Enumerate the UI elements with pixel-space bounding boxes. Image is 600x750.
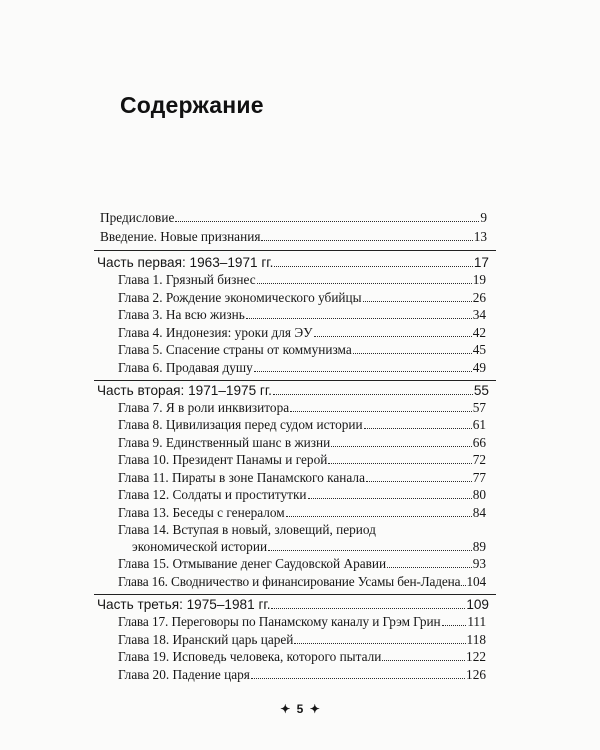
- part-title: Часть вторая: 1971–1975 гг.: [97, 383, 272, 398]
- toc-page-number: 34: [472, 307, 486, 322]
- toc-page-number: 17: [473, 255, 489, 270]
- chapter-title: Глава 7. Я в роли инквизитора: [118, 400, 290, 415]
- toc-page-number: 109: [466, 597, 489, 612]
- dot-leader: [442, 613, 467, 626]
- chapter-title: Глава 9. Единственный шанс в жизни: [118, 435, 331, 450]
- dot-leader: [175, 209, 479, 222]
- toc-page-number: 104: [466, 574, 486, 589]
- toc-page-number: 122: [466, 649, 486, 664]
- dot-leader: [246, 306, 472, 319]
- chapter-title: Глава 20. Падение царя: [118, 667, 250, 682]
- chapter-title: Глава 16. Сводничество и финансирование Усамы бен-Ладена: [118, 574, 461, 589]
- dot-leader: [461, 573, 465, 586]
- toc-page-number: 93: [472, 556, 486, 571]
- toc-chapter[interactable]: [118, 306, 486, 323]
- toc-page-number: 80: [472, 487, 486, 502]
- section-divider: [94, 380, 496, 381]
- dot-leader: [261, 228, 472, 241]
- toc-chapter-title-line[interactable]: Глава 14. Вступая в новый, зловещий, период: [118, 522, 376, 537]
- toc-page-number: 19: [472, 272, 486, 287]
- dot-leader: [273, 382, 473, 395]
- ornament-icon: ✦: [309, 702, 320, 716]
- dot-leader: [294, 631, 465, 644]
- toc-chapter[interactable]: [118, 504, 486, 521]
- toc-part-heading[interactable]: [97, 254, 489, 271]
- dot-leader: [363, 289, 472, 302]
- toc-chapter[interactable]: [118, 648, 486, 665]
- toc-chapter[interactable]: [118, 289, 486, 306]
- chapter-title: Глава 3. На всю жизнь: [118, 307, 245, 322]
- toc-page-number: 45: [472, 342, 486, 357]
- chapter-title: Глава 13. Беседы с генералом: [118, 505, 285, 520]
- dot-leader: [286, 504, 472, 517]
- toc-chapter[interactable]: [118, 538, 486, 555]
- chapter-title: Глава 11. Пираты в зоне Панамского канала: [118, 470, 365, 485]
- dot-leader: [290, 399, 472, 412]
- toc-chapter[interactable]: [118, 451, 486, 468]
- toc-page-number: 42: [472, 325, 486, 340]
- toc-chapter[interactable]: [118, 666, 486, 683]
- dot-leader: [364, 416, 472, 429]
- toc-part-heading[interactable]: [97, 382, 489, 399]
- dot-leader: [331, 434, 471, 447]
- chapter-title: Глава 19. Исповедь человека, которого пытали: [118, 649, 382, 664]
- toc-chapter[interactable]: [118, 613, 486, 630]
- dot-leader: [353, 341, 472, 354]
- toc-chapter[interactable]: [118, 271, 486, 288]
- toc-chapter[interactable]: [118, 486, 486, 503]
- toc-chapter[interactable]: [118, 324, 486, 341]
- chapter-title: Глава 1. Грязный бизнес: [118, 272, 256, 287]
- dot-leader: [308, 486, 472, 499]
- toc-page-number: 26: [472, 290, 486, 305]
- ornament-icon: ✦: [280, 702, 291, 716]
- dot-leader: [271, 596, 465, 609]
- toc-chapter[interactable]: [118, 341, 486, 358]
- chapter-title: Глава 18. Иранский царь царей: [118, 632, 294, 647]
- toc-part-heading[interactable]: [97, 596, 489, 613]
- part-title: Часть третья: 1975–1981 гг.: [97, 597, 271, 612]
- chapter-title: Глава 8. Цивилизация перед судом истории: [118, 417, 363, 432]
- section-divider: [94, 250, 496, 251]
- toc-page-number: 13: [473, 229, 487, 244]
- toc-chapter[interactable]: [118, 359, 486, 376]
- toc-page-number: 126: [466, 667, 486, 682]
- chapter-title: Глава 12. Солдаты и проститутки: [118, 487, 307, 502]
- dot-leader: [268, 538, 472, 551]
- chapter-title: Глава 5. Спасение страны от коммунизма: [118, 342, 352, 357]
- toc-page-number: 66: [472, 435, 486, 450]
- page-footer: [0, 702, 600, 716]
- chapter-title: Глава 6. Продавая душу: [118, 360, 253, 375]
- dot-leader: [254, 359, 472, 372]
- toc-page-number: 84: [472, 505, 486, 520]
- section-divider: [94, 594, 496, 595]
- chapter-title: Глава 10. Президент Панамы и герой: [118, 452, 328, 467]
- dot-leader: [274, 254, 472, 267]
- chapter-title: Глава 4. Индонезия: уроки для ЭУ: [118, 325, 313, 340]
- dot-leader: [382, 648, 465, 661]
- toc-page-number: 72: [472, 452, 486, 467]
- toc-page-number: 57: [472, 400, 486, 415]
- dot-leader: [251, 666, 465, 679]
- toc-entry-title: Введение. Новые признания: [100, 229, 261, 244]
- toc-page-number: 49: [472, 360, 486, 375]
- toc-entry[interactable]: [100, 228, 487, 245]
- toc-page-number: 111: [467, 614, 486, 629]
- chapter-title: Глава 17. Переговоры по Панамскому каналу и Грэм Грин: [118, 614, 441, 629]
- toc-chapter[interactable]: [118, 434, 486, 451]
- toc-chapter[interactable]: [118, 416, 486, 433]
- toc-chapter[interactable]: [118, 469, 486, 486]
- dot-leader: [257, 271, 472, 284]
- toc-page-number: 9: [480, 210, 487, 225]
- part-title: Часть первая: 1963–1971 гг.: [97, 255, 274, 270]
- dot-leader: [387, 555, 472, 568]
- toc-chapter[interactable]: [118, 631, 486, 648]
- chapter-title: Глава 2. Рождение экономического убийцы: [118, 290, 362, 305]
- page-number: 5: [296, 702, 304, 716]
- toc-page-number: 77: [472, 470, 486, 485]
- toc-chapter[interactable]: [118, 573, 486, 590]
- toc-page-number: 61: [472, 417, 486, 432]
- toc-page-number: 118: [466, 632, 486, 647]
- toc-chapter[interactable]: [118, 555, 486, 572]
- toc-entry[interactable]: [100, 209, 487, 226]
- page-title: Содержание: [120, 92, 264, 118]
- dot-leader: [328, 451, 471, 464]
- dot-leader: [366, 469, 472, 482]
- toc-entry-title: Предисловие: [100, 210, 175, 225]
- chapter-title-continued: экономической истории: [132, 539, 268, 554]
- toc-page-number: 55: [473, 383, 489, 398]
- dot-leader: [314, 324, 472, 337]
- toc-chapter[interactable]: [118, 399, 486, 416]
- chapter-title: Глава 15. Отмывание денег Саудовской Аравии: [118, 556, 387, 571]
- toc-page-number: 89: [472, 539, 486, 554]
